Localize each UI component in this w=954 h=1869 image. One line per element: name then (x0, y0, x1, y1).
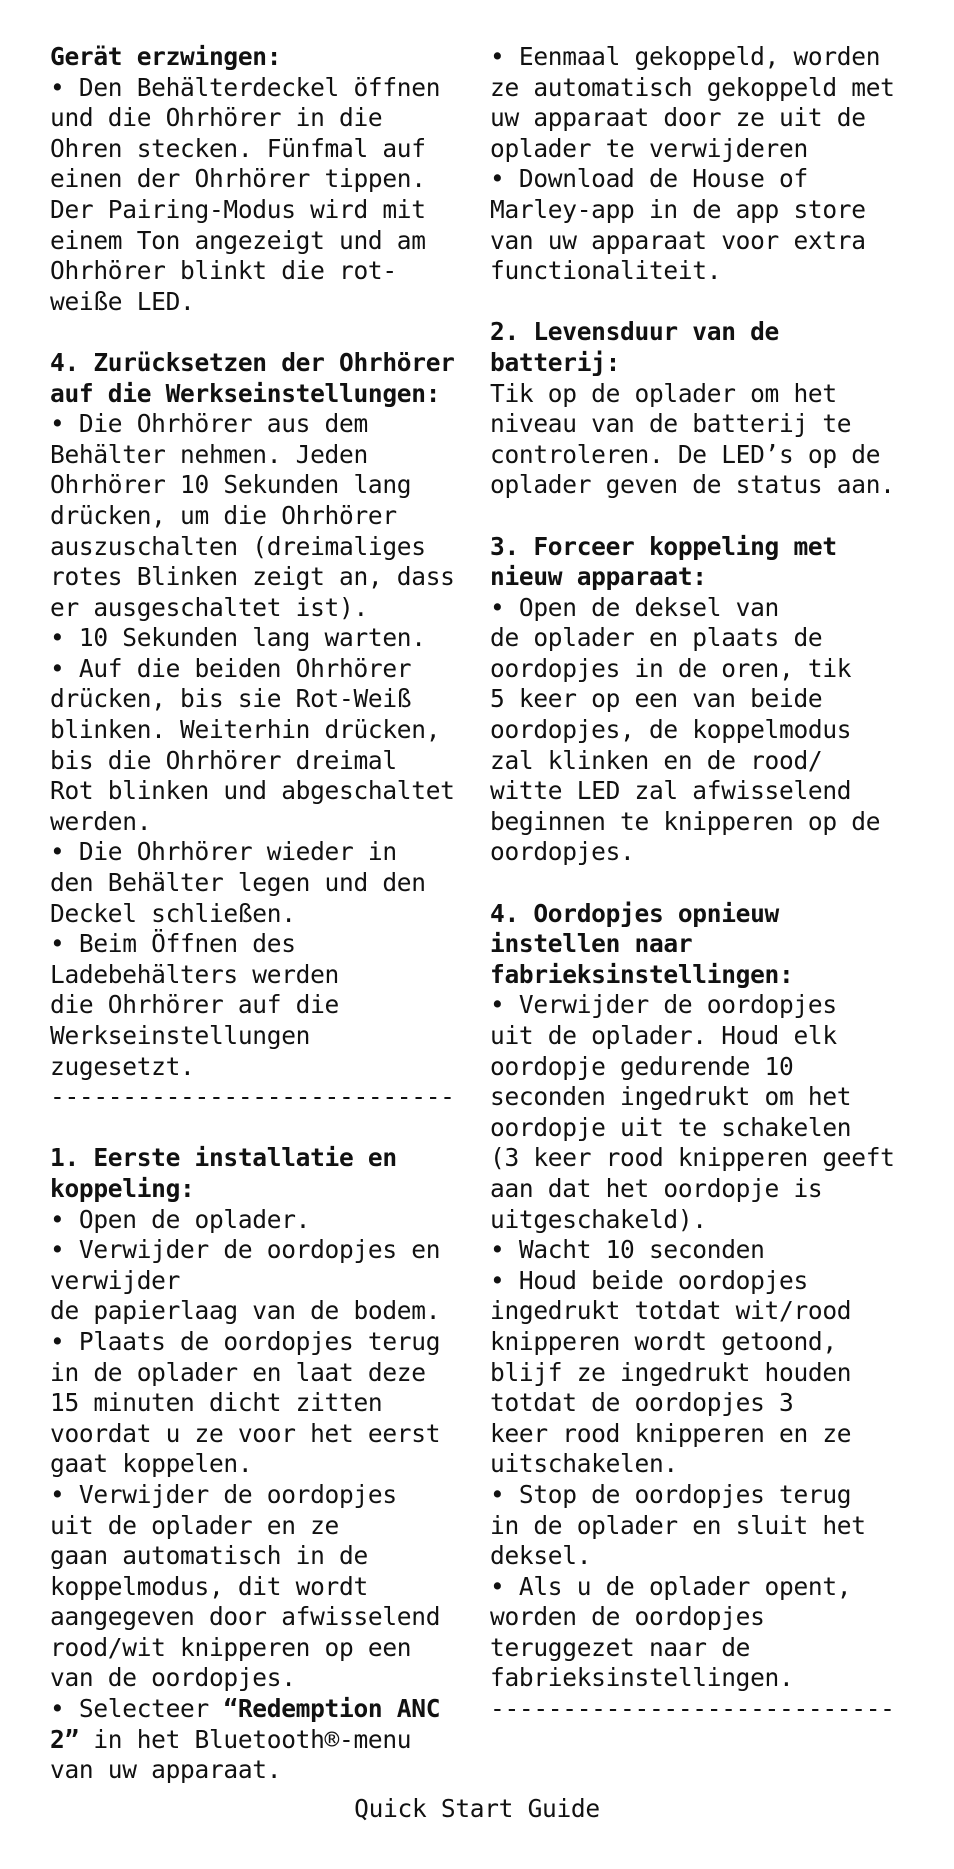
line-bold-text: 2” (50, 1724, 79, 1754)
right-column-line (490, 1511, 930, 1542)
left-column-line (50, 1143, 470, 1174)
line-text: auszuschalten (dreimaliges (50, 531, 426, 561)
line-text: gaat koppelen. (50, 1449, 253, 1479)
left-column-line (50, 1021, 470, 1052)
right-column-line (490, 899, 930, 930)
left-column-line (50, 1327, 470, 1358)
line-text: • Open de oplader. (50, 1204, 311, 1234)
left-column-line (50, 501, 470, 532)
right-column-line (490, 348, 930, 379)
line-text: in de oplader en sluit het (490, 1510, 866, 1540)
right-column-line (490, 1205, 930, 1236)
right-column-line (490, 929, 930, 960)
line-text: • Stop de oordopjes terug (490, 1479, 852, 1509)
line-text: • Verwijder de oordopjes (490, 990, 837, 1020)
line-text: aan dat het oordopje is (490, 1173, 823, 1203)
left-column-line (50, 409, 470, 440)
left-column-line (50, 1572, 470, 1603)
right-column-line (490, 746, 930, 777)
left-column-line (50, 1633, 470, 1664)
right-column-line (490, 134, 930, 165)
right-column-line (490, 1358, 930, 1389)
line-text: uitschakelen. (490, 1449, 678, 1479)
line-text: fabrieksinstellingen. (490, 1663, 794, 1693)
line-text: worden de oordopjes (490, 1602, 765, 1632)
line-text: oplader te verwijderen (490, 133, 808, 163)
left-column-line (50, 226, 470, 257)
right-column-line (490, 379, 930, 410)
right-column-line (490, 103, 930, 134)
left-column-line (50, 593, 470, 624)
line-text: verwijder (50, 1265, 181, 1295)
line-text: koppelmodus, dit wordt (50, 1571, 368, 1601)
line-text: • 10 Sekunden lang warten. (50, 623, 426, 653)
line-text: er ausgeschaltet ist). (50, 592, 368, 622)
line-text: • Die Ohrhörer wieder in (50, 837, 397, 867)
right-column-line (490, 1480, 930, 1511)
left-column-line (50, 287, 470, 318)
line-text: knipperen wordt getoond, (490, 1326, 837, 1356)
line-text: • Die Ohrhörer aus dem (50, 409, 368, 439)
line-text: weiße LED. (50, 286, 195, 316)
line-text: totdat de oordopjes 3 (490, 1388, 794, 1418)
line-text: • Beim Öffnen des (50, 929, 296, 959)
left-column-line (50, 379, 470, 410)
left-column-line (50, 195, 470, 226)
right-column-line (490, 1694, 930, 1725)
right-column-line (490, 960, 930, 991)
line-text: uitgeschakeld). (490, 1204, 707, 1234)
line-text: Tik op de oplader om het (490, 378, 837, 408)
left-column-line (50, 1296, 470, 1327)
line-bold-text: “Redemption ANC (223, 1694, 441, 1724)
line-text: Ohrhörer blinkt die rot- (50, 256, 397, 286)
right-column-line (490, 654, 930, 685)
left-column-line (50, 684, 470, 715)
left-column (50, 42, 470, 1786)
line-text: bis die Ohrhörer dreimal (50, 745, 397, 775)
left-column-line (50, 807, 470, 838)
line-text: einen der Ohrhörer tippen. (50, 164, 426, 194)
left-column-line (50, 837, 470, 868)
right-column-line (490, 287, 930, 318)
line-text: • Wacht 10 seconden (490, 1235, 765, 1265)
right-column-line (490, 1143, 930, 1174)
line-text: batterij: (490, 347, 621, 377)
left-column-line (50, 470, 470, 501)
left-column-line (50, 776, 470, 807)
line-text: van uw apparaat voor extra (490, 225, 866, 255)
right-column-line (490, 1602, 930, 1633)
left-column-line (50, 1419, 470, 1450)
line-text: niveau van de batterij te (490, 409, 852, 439)
left-column-line (50, 990, 470, 1021)
right-column-line (490, 1663, 930, 1694)
line-tail-text: in het Bluetooth®-menu (78, 1724, 412, 1754)
left-column-line (50, 134, 470, 165)
line-text: teruggezet naar de (490, 1632, 751, 1662)
right-column-line (490, 409, 930, 440)
right-column-line (490, 226, 930, 257)
right-column-line (490, 73, 930, 104)
line-text: uw apparaat door ze uit de (490, 103, 866, 133)
line-text: oplader geven de status aan. (490, 470, 895, 500)
left-column-line (50, 1082, 470, 1113)
left-column-line (50, 715, 470, 746)
line-text: • Verwijder de oordopjes (50, 1479, 397, 1509)
line-text: werden. (50, 806, 152, 836)
left-column-line (50, 868, 470, 899)
right-column-line (490, 1419, 930, 1450)
left-column-line (50, 1174, 470, 1205)
right-column-line (490, 1082, 930, 1113)
left-column-line (50, 1602, 470, 1633)
right-column-line (490, 1572, 930, 1603)
line-text: einem Ton angezeigt und am (50, 225, 426, 255)
line-text: witte LED zal afwisselend (490, 776, 852, 806)
line-text: van uw apparaat. (50, 1755, 282, 1785)
left-column-line (50, 1694, 470, 1725)
line-text: Ohrhörer 10 Sekunden lang (50, 470, 412, 500)
line-text: die Ohrhörer auf die (50, 990, 340, 1020)
line-text: 4. Zurücksetzen der Ohrhörer (50, 347, 455, 377)
line-text: functionaliteit. (490, 256, 722, 286)
left-column-line (50, 1266, 470, 1297)
line-text: ---------------------------- (490, 1694, 895, 1724)
line-text: 2. Levensduur van de (490, 317, 780, 347)
line-text: auf die Werkseinstellungen: (50, 378, 441, 408)
footer-title: Quick Start Guide (354, 1794, 600, 1823)
line-text: Deckel schließen. (50, 898, 296, 928)
line-text: uit de oplader. Houd elk (490, 1021, 837, 1050)
left-column-line (50, 532, 470, 563)
right-column-line (490, 807, 930, 838)
line-text: Gerät erzwingen: (50, 42, 282, 71)
left-column-line (50, 623, 470, 654)
line-text: van de oordopjes. (50, 1663, 296, 1693)
line-text: koppeling: (50, 1173, 195, 1203)
left-column-line (50, 317, 470, 348)
left-column-line (50, 1205, 470, 1236)
left-column-line (50, 1755, 470, 1786)
left-column-line (50, 654, 470, 685)
line-text: • Eenmaal gekoppeld, worden (490, 42, 881, 71)
left-column-line (50, 256, 470, 287)
right-column-line (490, 1296, 930, 1327)
right-column-line (490, 1266, 930, 1297)
left-column-line (50, 1663, 470, 1694)
line-text: voordat u ze voor het eerst (50, 1418, 441, 1448)
left-column-line (50, 1052, 470, 1083)
left-column-line (50, 1113, 470, 1144)
line-text: ze automatisch gekoppeld met (490, 72, 895, 102)
line-text: oordopje uit te schakelen (490, 1112, 852, 1142)
line-text: 1. Eerste installatie en (50, 1143, 397, 1173)
left-column-line (50, 103, 470, 134)
right-column (490, 42, 930, 1725)
right-column-line (490, 715, 930, 746)
right-column-line (490, 195, 930, 226)
right-column-line (490, 317, 930, 348)
line-text: (3 keer rood knipperen geeft (490, 1143, 895, 1173)
line-text: • Open de deksel van (490, 592, 780, 622)
line-text: drücken, bis sie Rot-Weiß (50, 684, 412, 714)
left-column-line (50, 929, 470, 960)
line-text: • Plaats de oordopjes terug (50, 1326, 441, 1356)
line-text: Behälter nehmen. Jeden (50, 439, 368, 469)
right-column-line (490, 990, 930, 1021)
left-column-line (50, 960, 470, 991)
right-column-line (490, 776, 930, 807)
left-column-line (50, 1388, 470, 1419)
line-text: blijf ze ingedrukt houden (490, 1357, 852, 1387)
right-column-line (490, 684, 930, 715)
right-column-line (490, 1633, 930, 1664)
line-text: deksel. (490, 1541, 592, 1571)
left-column-line (50, 1480, 470, 1511)
right-column-line (490, 837, 930, 868)
line-text: und die Ohrhörer in die (50, 103, 383, 133)
line-text: fabrieksinstellingen: (490, 959, 794, 989)
right-column-line (490, 470, 930, 501)
left-column-line (50, 746, 470, 777)
line-text: • Den Behälterdeckel öffnen (50, 72, 441, 102)
left-column-line (50, 1541, 470, 1572)
right-column-line (490, 1174, 930, 1205)
line-text: nieuw apparaat: (490, 562, 707, 592)
line-text: • Verwijder de oordopjes en (50, 1235, 441, 1265)
line-text: Rot blinken und abgeschaltet (50, 776, 455, 806)
line-text: • Auf die beiden Ohrhörer (50, 653, 412, 683)
line-text: de oplader en plaats de (490, 623, 823, 653)
right-column-line (490, 868, 930, 899)
line-text: gaan automatisch in de (50, 1541, 368, 1571)
line-text: in de oplader en laat deze (50, 1357, 426, 1387)
line-text: beginnen te knipperen op de (490, 806, 881, 836)
left-column-line (50, 42, 470, 73)
right-column-line (490, 593, 930, 624)
line-text: 15 minuten dicht zitten (50, 1388, 383, 1418)
line-text: • Houd beide oordopjes (490, 1265, 808, 1295)
right-column-line (490, 1327, 930, 1358)
right-column-line (490, 623, 930, 654)
left-column-line (50, 73, 470, 104)
line-text: 4. Oordopjes opnieuw (490, 898, 780, 928)
line-text: instellen naar (490, 929, 693, 959)
line-text: den Behälter legen und den (50, 868, 426, 898)
left-column-line (50, 1725, 470, 1756)
left-column-line (50, 348, 470, 379)
right-column-line (490, 1388, 930, 1419)
line-text: Ladebehälters werden (50, 959, 340, 989)
left-column-line (50, 1511, 470, 1542)
line-text: controleren. De LED’s op de (490, 439, 881, 469)
right-column-line (490, 440, 930, 471)
right-column-line (490, 501, 930, 532)
line-text: rood/wit knipperen op een (50, 1632, 412, 1662)
line-text: Der Pairing-Modus wird mit (50, 194, 426, 224)
line-text: de papierlaag van de bodem. (50, 1296, 441, 1326)
right-column-line (490, 42, 930, 73)
line-text: • Download de House of (490, 164, 808, 194)
left-column-line (50, 1358, 470, 1389)
line-text: oordopjes in de oren, tik (490, 653, 852, 683)
line-text: ingedrukt totdat wit/rood (490, 1296, 852, 1326)
line-text: rotes Blinken zeigt an, dass (50, 562, 455, 592)
line-text: 3. Forceer koppeling met (490, 531, 837, 561)
left-column-line (50, 1449, 470, 1480)
left-column-line (50, 164, 470, 195)
line-text: uit de oplader en ze (50, 1510, 340, 1540)
left-column-line (50, 1235, 470, 1266)
right-column-line (490, 1052, 930, 1083)
line-text: keer rood knipperen en ze (490, 1418, 852, 1448)
right-column-line (490, 1113, 930, 1144)
right-column-line (490, 1541, 930, 1572)
right-column-line (490, 1449, 930, 1480)
right-column-line (490, 1235, 930, 1266)
right-column-line (490, 1021, 930, 1052)
line-text: • Selecteer (50, 1694, 224, 1724)
line-text: • Als u de oplader opent, (490, 1571, 852, 1601)
left-column-line (50, 440, 470, 471)
line-text: ---------------------------- (50, 1082, 455, 1112)
left-column-line (50, 899, 470, 930)
right-column-line (490, 164, 930, 195)
line-text: zugesetzt. (50, 1051, 195, 1081)
right-column-line (490, 562, 930, 593)
line-text: drücken, um die Ohrhörer (50, 500, 397, 530)
line-text: 5 keer op een van beide (490, 684, 823, 714)
line-text: seconden ingedrukt om het (490, 1082, 852, 1112)
line-text: oordopjes. (490, 837, 635, 867)
line-text: Werkseinstellungen (50, 1021, 311, 1050)
left-column-line (50, 562, 470, 593)
line-text: oordopjes, de koppelmodus (490, 715, 852, 745)
right-column-line (490, 532, 930, 563)
line-text: zal klinken en de rood/ (490, 745, 823, 775)
line-text: Marley-app in de app store (490, 194, 866, 224)
line-text: Ohren stecken. Fünfmal auf (50, 133, 426, 163)
right-column-line (490, 256, 930, 287)
line-text: oordopje gedurende 10 (490, 1051, 794, 1081)
line-text: blinken. Weiterhin drücken, (50, 715, 441, 745)
line-text: aangegeven door afwisselend (50, 1602, 441, 1632)
